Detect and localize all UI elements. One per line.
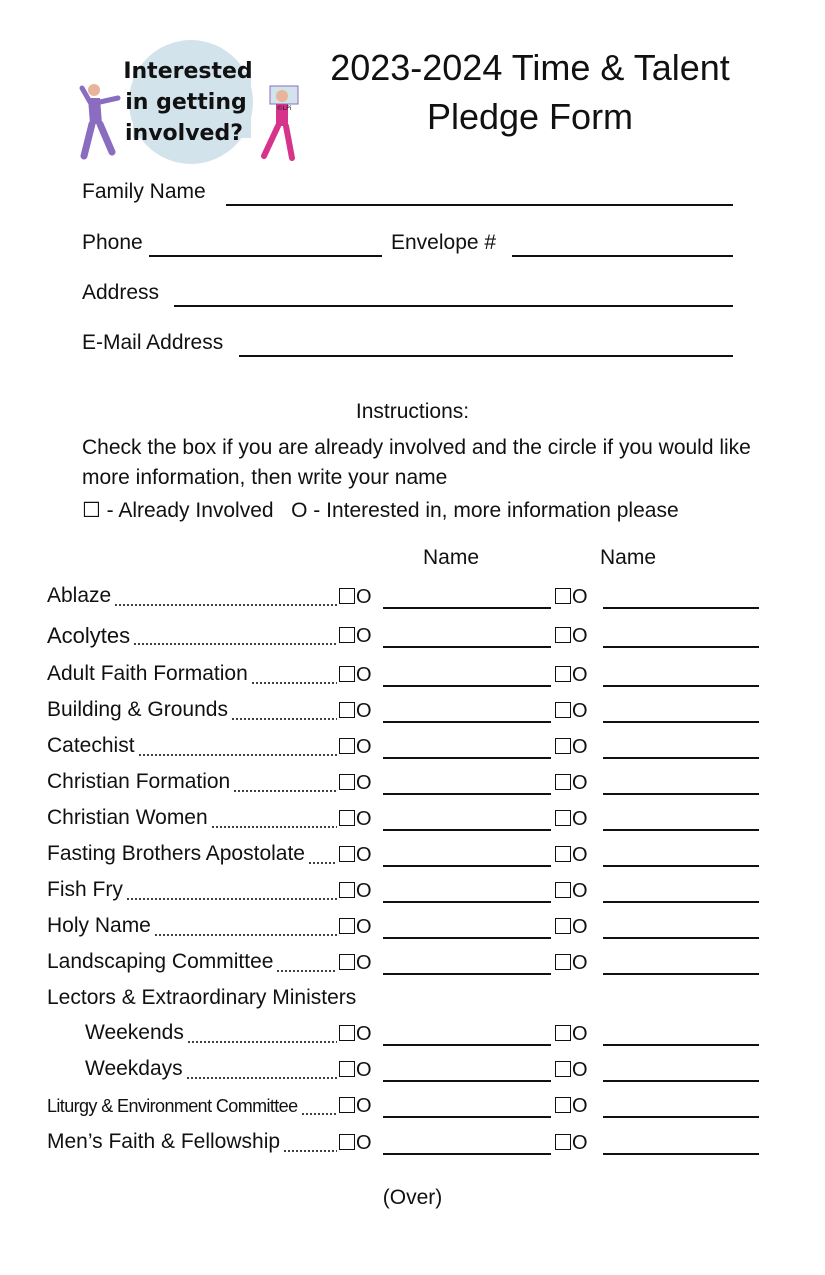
ministry-label: Weekdays [85, 1057, 183, 1080]
involvement-options-1 [339, 700, 372, 722]
dot-leader [301, 1113, 337, 1115]
phone-label: Phone [82, 231, 143, 254]
already-involved-checkbox[interactable] [339, 882, 355, 898]
logo-text-line1: Interested [123, 59, 253, 84]
instructions-heading: Instructions: [355, 400, 470, 423]
already-involved-checkbox[interactable] [339, 738, 355, 754]
ministry-row [47, 1019, 777, 1049]
interested-circle[interactable]: O [356, 1095, 372, 1117]
name-line-1[interactable] [383, 685, 551, 687]
name-line-1[interactable] [383, 721, 551, 723]
ministry-row [47, 582, 777, 612]
ministry-label: Landscaping Committee [47, 950, 274, 973]
interested-circle[interactable]: O [572, 625, 588, 647]
dot-leader [283, 1150, 337, 1152]
ministry-label: Lectors & Extraordinary Ministers [47, 986, 357, 1009]
already-involved-checkbox[interactable] [555, 666, 571, 682]
interested-circle[interactable]: O [572, 952, 588, 974]
name-line-1[interactable] [383, 901, 551, 903]
already-involved-checkbox[interactable] [555, 846, 571, 862]
interested-circle[interactable]: O [356, 952, 372, 974]
involvement-options-1 [339, 1059, 372, 1081]
ministry-label: Fasting Brothers Apostolate [47, 842, 305, 865]
logo-text-line3: involved? [125, 121, 243, 146]
involvement-options-2 [555, 1059, 588, 1081]
already-involved-checkbox[interactable] [339, 627, 355, 643]
already-involved-checkbox[interactable] [339, 1061, 355, 1077]
already-involved-checkbox[interactable] [339, 954, 355, 970]
ministry-row [47, 732, 777, 762]
already-involved-checkbox[interactable] [339, 1025, 355, 1041]
email-label: E-Mail Address [82, 331, 224, 354]
name-line-1[interactable] [383, 1080, 551, 1082]
name-line-1[interactable] [383, 646, 551, 648]
interested-circle[interactable]: O [572, 880, 588, 902]
ministry-row [47, 912, 777, 942]
name-line-1[interactable] [383, 793, 551, 795]
already-involved-checkbox[interactable] [555, 954, 571, 970]
involvement-options-1 [339, 625, 372, 647]
instructions-text: Check the box if you are already involved and the circle if you would like more information, then write your name [82, 436, 751, 489]
involvement-options-2 [555, 586, 588, 608]
interested-circle[interactable]: O [572, 1095, 588, 1117]
already-involved-checkbox[interactable] [339, 846, 355, 862]
name-line-2[interactable] [603, 937, 759, 939]
interested-circle[interactable]: O [572, 808, 588, 830]
ministry-label: Adult Faith Formation [47, 662, 248, 685]
interested-circle[interactable]: O [356, 625, 372, 647]
involvement-options-1 [339, 916, 372, 938]
involvement-options-1 [339, 586, 372, 608]
interested-circle[interactable]: O [572, 772, 588, 794]
interested-circle[interactable]: O [572, 1023, 588, 1045]
ministry-label: Building & Grounds [47, 698, 228, 721]
column-header-name-1: Name [423, 546, 480, 569]
ministry-label: Men’s Faith & Fellowship [47, 1130, 281, 1153]
runner-figure-icon [82, 84, 118, 156]
involvement-options-2 [555, 808, 588, 830]
legend [82, 498, 679, 523]
dot-leader [186, 1077, 337, 1079]
interested-circle[interactable]: O [356, 664, 372, 686]
dot-leader [126, 898, 337, 900]
involvement-options-2 [555, 772, 588, 794]
interested-circle[interactable]: O [356, 880, 372, 902]
address-field[interactable] [174, 279, 733, 307]
already-involved-checkbox[interactable] [555, 627, 571, 643]
interested-circle[interactable]: O [572, 844, 588, 866]
ministry-row [47, 621, 777, 651]
involvement-options-1 [339, 1023, 372, 1045]
interested-circle[interactable]: O [572, 736, 588, 758]
name-line-1[interactable] [383, 829, 551, 831]
ministry-label: Holy Name [47, 914, 151, 937]
name-line-1[interactable] [383, 1044, 551, 1046]
interested-circle[interactable]: O [356, 1132, 372, 1154]
involvement-options-2 [555, 916, 588, 938]
dot-leader [251, 682, 337, 684]
already-involved-checkbox[interactable] [555, 702, 571, 718]
ministry-row [47, 804, 777, 834]
ministry-row [47, 696, 777, 726]
ministry-row [47, 768, 777, 798]
ministry-label: Acolytes [47, 623, 131, 648]
name-line-2[interactable] [603, 1153, 759, 1155]
interested-circle[interactable]: O [356, 1023, 372, 1045]
dot-leader [233, 790, 337, 792]
logo-tag: ©LPi [276, 105, 292, 112]
column-header-name-2: Name [600, 546, 657, 569]
already-involved-checkbox[interactable] [555, 1025, 571, 1041]
already-involved-checkbox[interactable] [555, 918, 571, 934]
phone-field[interactable] [149, 229, 382, 257]
form-title-line2: Pledge Form [426, 96, 634, 137]
ministry-row [47, 660, 777, 690]
ministry-row [47, 1055, 777, 1085]
involvement-options-1 [339, 952, 372, 974]
envelope-label: Envelope # [391, 231, 497, 254]
dot-leader [133, 643, 337, 645]
ministry-label: Catechist [47, 734, 135, 757]
ministry-label: Liturgy & Environment Committee [47, 1096, 298, 1116]
involvement-options-2 [555, 844, 588, 866]
sign-runner-icon [264, 86, 298, 158]
already-involved-checkbox[interactable] [339, 810, 355, 826]
already-involved-checkbox[interactable] [555, 738, 571, 754]
name-line-2[interactable] [603, 973, 759, 975]
involvement-options-2 [555, 880, 588, 902]
name-line-1[interactable] [383, 937, 551, 939]
already-involved-checkbox[interactable] [555, 1061, 571, 1077]
involvement-options-1 [339, 844, 372, 866]
name-line-1[interactable] [383, 607, 551, 609]
already-involved-checkbox[interactable] [339, 918, 355, 934]
ministry-label: Fish Fry [47, 878, 123, 901]
name-line-2[interactable] [603, 865, 759, 867]
interested-circle[interactable]: O [572, 586, 588, 608]
involvement-options-2 [555, 625, 588, 647]
already-involved-checkbox[interactable] [339, 702, 355, 718]
name-line-2[interactable] [603, 721, 759, 723]
involvement-options-2 [555, 952, 588, 974]
ministry-label: Weekends [85, 1021, 184, 1044]
name-line-1[interactable] [383, 1153, 551, 1155]
ministry-row [47, 1128, 777, 1158]
form-title-line1: 2023-2024 Time & Talent [330, 47, 730, 88]
involvement-options-2 [555, 1095, 588, 1117]
name-line-1[interactable] [383, 1116, 551, 1118]
already-involved-checkbox[interactable] [339, 666, 355, 682]
interested-circle[interactable]: O [356, 586, 372, 608]
interested-circle[interactable]: O [356, 1059, 372, 1081]
involvement-options-1 [339, 1095, 372, 1117]
involvement-options-2 [555, 736, 588, 758]
name-line-2[interactable] [603, 1116, 759, 1118]
interested-circle[interactable]: O [572, 1059, 588, 1081]
family-name-field[interactable] [226, 178, 733, 206]
interested-circle[interactable]: O [356, 916, 372, 938]
over-note: (Over) [382, 1186, 443, 1209]
interested-circle[interactable]: O [572, 1132, 588, 1154]
interested-circle[interactable]: O [356, 772, 372, 794]
address-label: Address [82, 281, 160, 304]
involvement-options-1 [339, 880, 372, 902]
involvement-options-1 [339, 772, 372, 794]
dot-leader [308, 862, 337, 864]
name-line-2[interactable] [603, 646, 759, 648]
involvement-options-2 [555, 700, 588, 722]
family-name-label: Family Name [82, 180, 206, 203]
ministry-row [47, 984, 777, 1014]
dot-leader [187, 1041, 337, 1043]
already-involved-checkbox[interactable] [339, 774, 355, 790]
involvement-options-1 [339, 808, 372, 830]
envelope-field[interactable] [512, 229, 733, 257]
legend-interested: O - Interested in, more information please [291, 499, 679, 522]
name-line-2[interactable] [603, 1080, 759, 1082]
already-involved-checkbox[interactable] [339, 1097, 355, 1113]
involvement-options-1 [339, 1132, 372, 1154]
name-line-2[interactable] [603, 793, 759, 795]
involvement-options-2 [555, 664, 588, 686]
name-line-2[interactable] [603, 901, 759, 903]
interested-circle[interactable]: O [572, 916, 588, 938]
ministry-row [47, 948, 777, 978]
already-involved-checkbox[interactable] [555, 1097, 571, 1113]
name-line-2[interactable] [603, 829, 759, 831]
involvement-options-1 [339, 736, 372, 758]
name-line-2[interactable] [603, 757, 759, 759]
already-involved-checkbox[interactable] [555, 774, 571, 790]
dot-leader [276, 970, 337, 972]
ministry-label: Christian Formation [47, 770, 231, 793]
name-line-1[interactable] [383, 865, 551, 867]
legend-already-involved: ☐ - Already Involved [82, 499, 274, 522]
logo-text-line2: in getting [125, 90, 247, 115]
involvement-options-2 [555, 1132, 588, 1154]
interested-logo [78, 38, 308, 170]
dot-leader [154, 934, 337, 936]
name-line-2[interactable] [603, 1044, 759, 1046]
email-field[interactable] [239, 329, 733, 357]
ministry-row [47, 876, 777, 906]
interested-circle[interactable]: O [572, 700, 588, 722]
dot-leader [114, 604, 337, 606]
involvement-options-2 [555, 1023, 588, 1045]
already-involved-checkbox[interactable] [339, 1134, 355, 1150]
already-involved-checkbox[interactable] [555, 882, 571, 898]
involvement-options-1 [339, 664, 372, 686]
ministry-label: Ablaze [47, 584, 112, 607]
name-line-2[interactable] [603, 607, 759, 609]
dot-leader [211, 826, 337, 828]
interested-circle[interactable]: O [356, 700, 372, 722]
ministry-row [47, 840, 777, 870]
dot-leader [231, 718, 337, 720]
already-involved-checkbox[interactable] [339, 588, 355, 604]
interested-circle[interactable]: O [356, 808, 372, 830]
dot-leader [138, 754, 337, 756]
interested-circle[interactable]: O [356, 844, 372, 866]
name-line-1[interactable] [383, 757, 551, 759]
ministry-label: Christian Women [47, 806, 208, 829]
already-involved-checkbox[interactable] [555, 810, 571, 826]
name-line-1[interactable] [383, 973, 551, 975]
interested-circle[interactable]: O [572, 664, 588, 686]
name-line-2[interactable] [603, 685, 759, 687]
interested-circle[interactable]: O [356, 736, 372, 758]
ministry-row [47, 1091, 777, 1121]
already-involved-checkbox[interactable] [555, 588, 571, 604]
already-involved-checkbox[interactable] [555, 1134, 571, 1150]
